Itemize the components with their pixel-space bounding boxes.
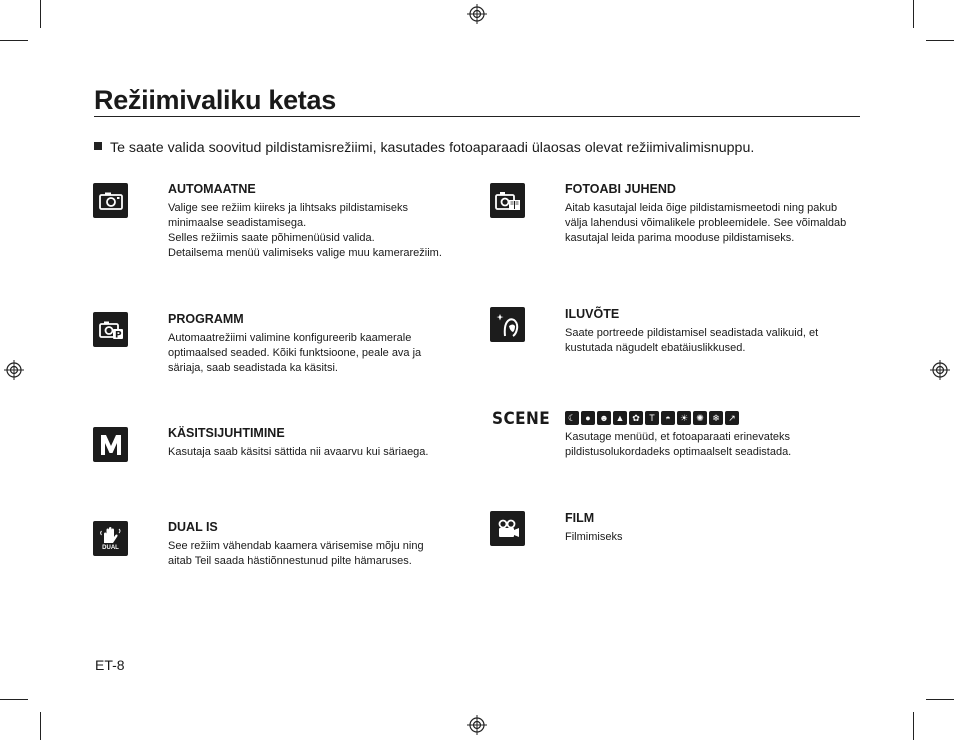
night-icon: ☾ — [565, 411, 579, 425]
text-icon: T — [645, 411, 659, 425]
section-description — [565, 430, 865, 460]
scene-label: SCENE — [492, 409, 551, 429]
crop-mark — [926, 40, 954, 41]
manual-m-icon — [93, 427, 128, 462]
section-movie — [565, 510, 865, 545]
section-auto — [168, 181, 468, 261]
landscape-icon: ▲ — [613, 411, 627, 425]
section-heading: DUAL IS — [168, 520, 218, 534]
crop-mark — [0, 699, 28, 700]
section-description — [168, 445, 468, 460]
intro-sentence: Te saate valida soovitud pildistamisrežiimi, kasutades fotoaparaadi ülaosas olevat režiimivalimisnuppu. — [110, 140, 755, 156]
description-line: Filmimiseks — [565, 531, 623, 543]
svg-text:P: P — [114, 330, 122, 339]
guide-camera-icon — [490, 183, 525, 218]
section-dual-is — [168, 519, 468, 569]
description-line: Aitab kasutajal leida õige pildistamismeetodi ning pakub — [565, 202, 838, 214]
description-line: Saate portreede pildistamisel seadistada valikuid, et — [565, 327, 819, 339]
section-description — [168, 331, 468, 376]
self-shot-icon: ↗ — [725, 411, 739, 425]
description-line: säriaja, saab seadistada ka käsitsi. — [168, 362, 338, 374]
description-line: Valige see režiim kiireks ja lihtsaks pildistamiseks — [168, 202, 409, 214]
description-line: Automaatrežiimi valimine konfigureerib kaamerale — [168, 332, 412, 344]
section-manual — [168, 425, 468, 460]
section-scene — [565, 426, 865, 460]
children-icon: ☻ — [597, 411, 611, 425]
registration-mark-icon — [467, 4, 487, 24]
movie-camera-icon — [490, 511, 525, 546]
registration-mark-icon — [4, 360, 24, 380]
section-program — [168, 311, 468, 376]
description-line: aitab Teil saada hästiõnnestunud pilte hämaruses. — [168, 555, 412, 567]
description-line: Kasutage menüüd, et fotoaparaati erinevateks — [565, 431, 791, 443]
description-line: Kasutaja saab käsitsi sättida nii avaarvu kui säriaega. — [168, 446, 429, 458]
section-description — [565, 530, 865, 545]
registration-mark-icon — [930, 360, 950, 380]
scene-icon-row — [565, 411, 739, 425]
section-heading: ILUVÕTE — [565, 307, 620, 321]
crop-mark — [926, 699, 954, 700]
crop-mark — [913, 712, 914, 740]
section-description — [565, 326, 865, 356]
page-number: ET-8 — [95, 657, 125, 673]
fireworks-icon: ✺ — [693, 411, 707, 425]
section-guide — [565, 181, 865, 246]
description-line: See režiim vähendab kaamera värisemise mõju ning — [168, 540, 424, 552]
description-line: kasutajal leida parima mooduse pildistamiseks. — [565, 232, 795, 244]
section-description — [168, 539, 468, 569]
section-description — [565, 201, 865, 246]
registration-mark-icon — [467, 715, 487, 735]
beauty-portrait-icon — [490, 307, 525, 342]
dual-icon-label: DUAL — [102, 545, 119, 551]
closeup-icon: ✿ — [629, 411, 643, 425]
page-title: Režiimivaliku ketas — [94, 84, 860, 117]
section-heading: PROGRAMM — [168, 312, 244, 326]
section-heading: AUTOMAATNE — [168, 182, 256, 196]
description-line: kustutada nägudelt ebatäiuslikkused. — [565, 342, 746, 354]
intro-text — [94, 139, 754, 157]
program-camera-icon — [93, 312, 128, 347]
description-line: minimaalse seadistamisega. — [168, 217, 307, 229]
portrait-icon: ● — [581, 411, 595, 425]
beach-snow-icon: ❄ — [709, 411, 723, 425]
section-heading: FOTOABI JUHEND — [565, 182, 676, 196]
crop-mark — [40, 0, 41, 28]
description-line: Detailsema menüü valimiseks valige muu kamerarežiim. — [168, 247, 442, 259]
description-line: Selles režiimis saate põhimenüüsid valida. — [168, 232, 375, 244]
description-line: välja lahendusi võimalikele probleemidele. See võimaldab — [565, 217, 847, 229]
section-beauty — [565, 306, 865, 356]
crop-mark — [0, 40, 28, 41]
description-line: pildistusolukordadeks optimaalselt seadistada. — [565, 446, 792, 458]
section-description — [168, 201, 468, 261]
bullet-icon — [94, 142, 102, 150]
section-heading: KÄSITSIJUHTIMINE — [168, 426, 285, 440]
section-heading: FILM — [565, 511, 595, 525]
backlight-icon: ☀ — [677, 411, 691, 425]
dual-is-hand-icon — [93, 521, 128, 556]
sunset-icon: ◓ — [661, 411, 675, 425]
camera-icon — [93, 183, 128, 218]
crop-mark — [40, 712, 41, 740]
crop-mark — [913, 0, 914, 28]
description-line: optimaalsed seaded. Kõiki funktsioone, peale ava ja — [168, 347, 422, 359]
